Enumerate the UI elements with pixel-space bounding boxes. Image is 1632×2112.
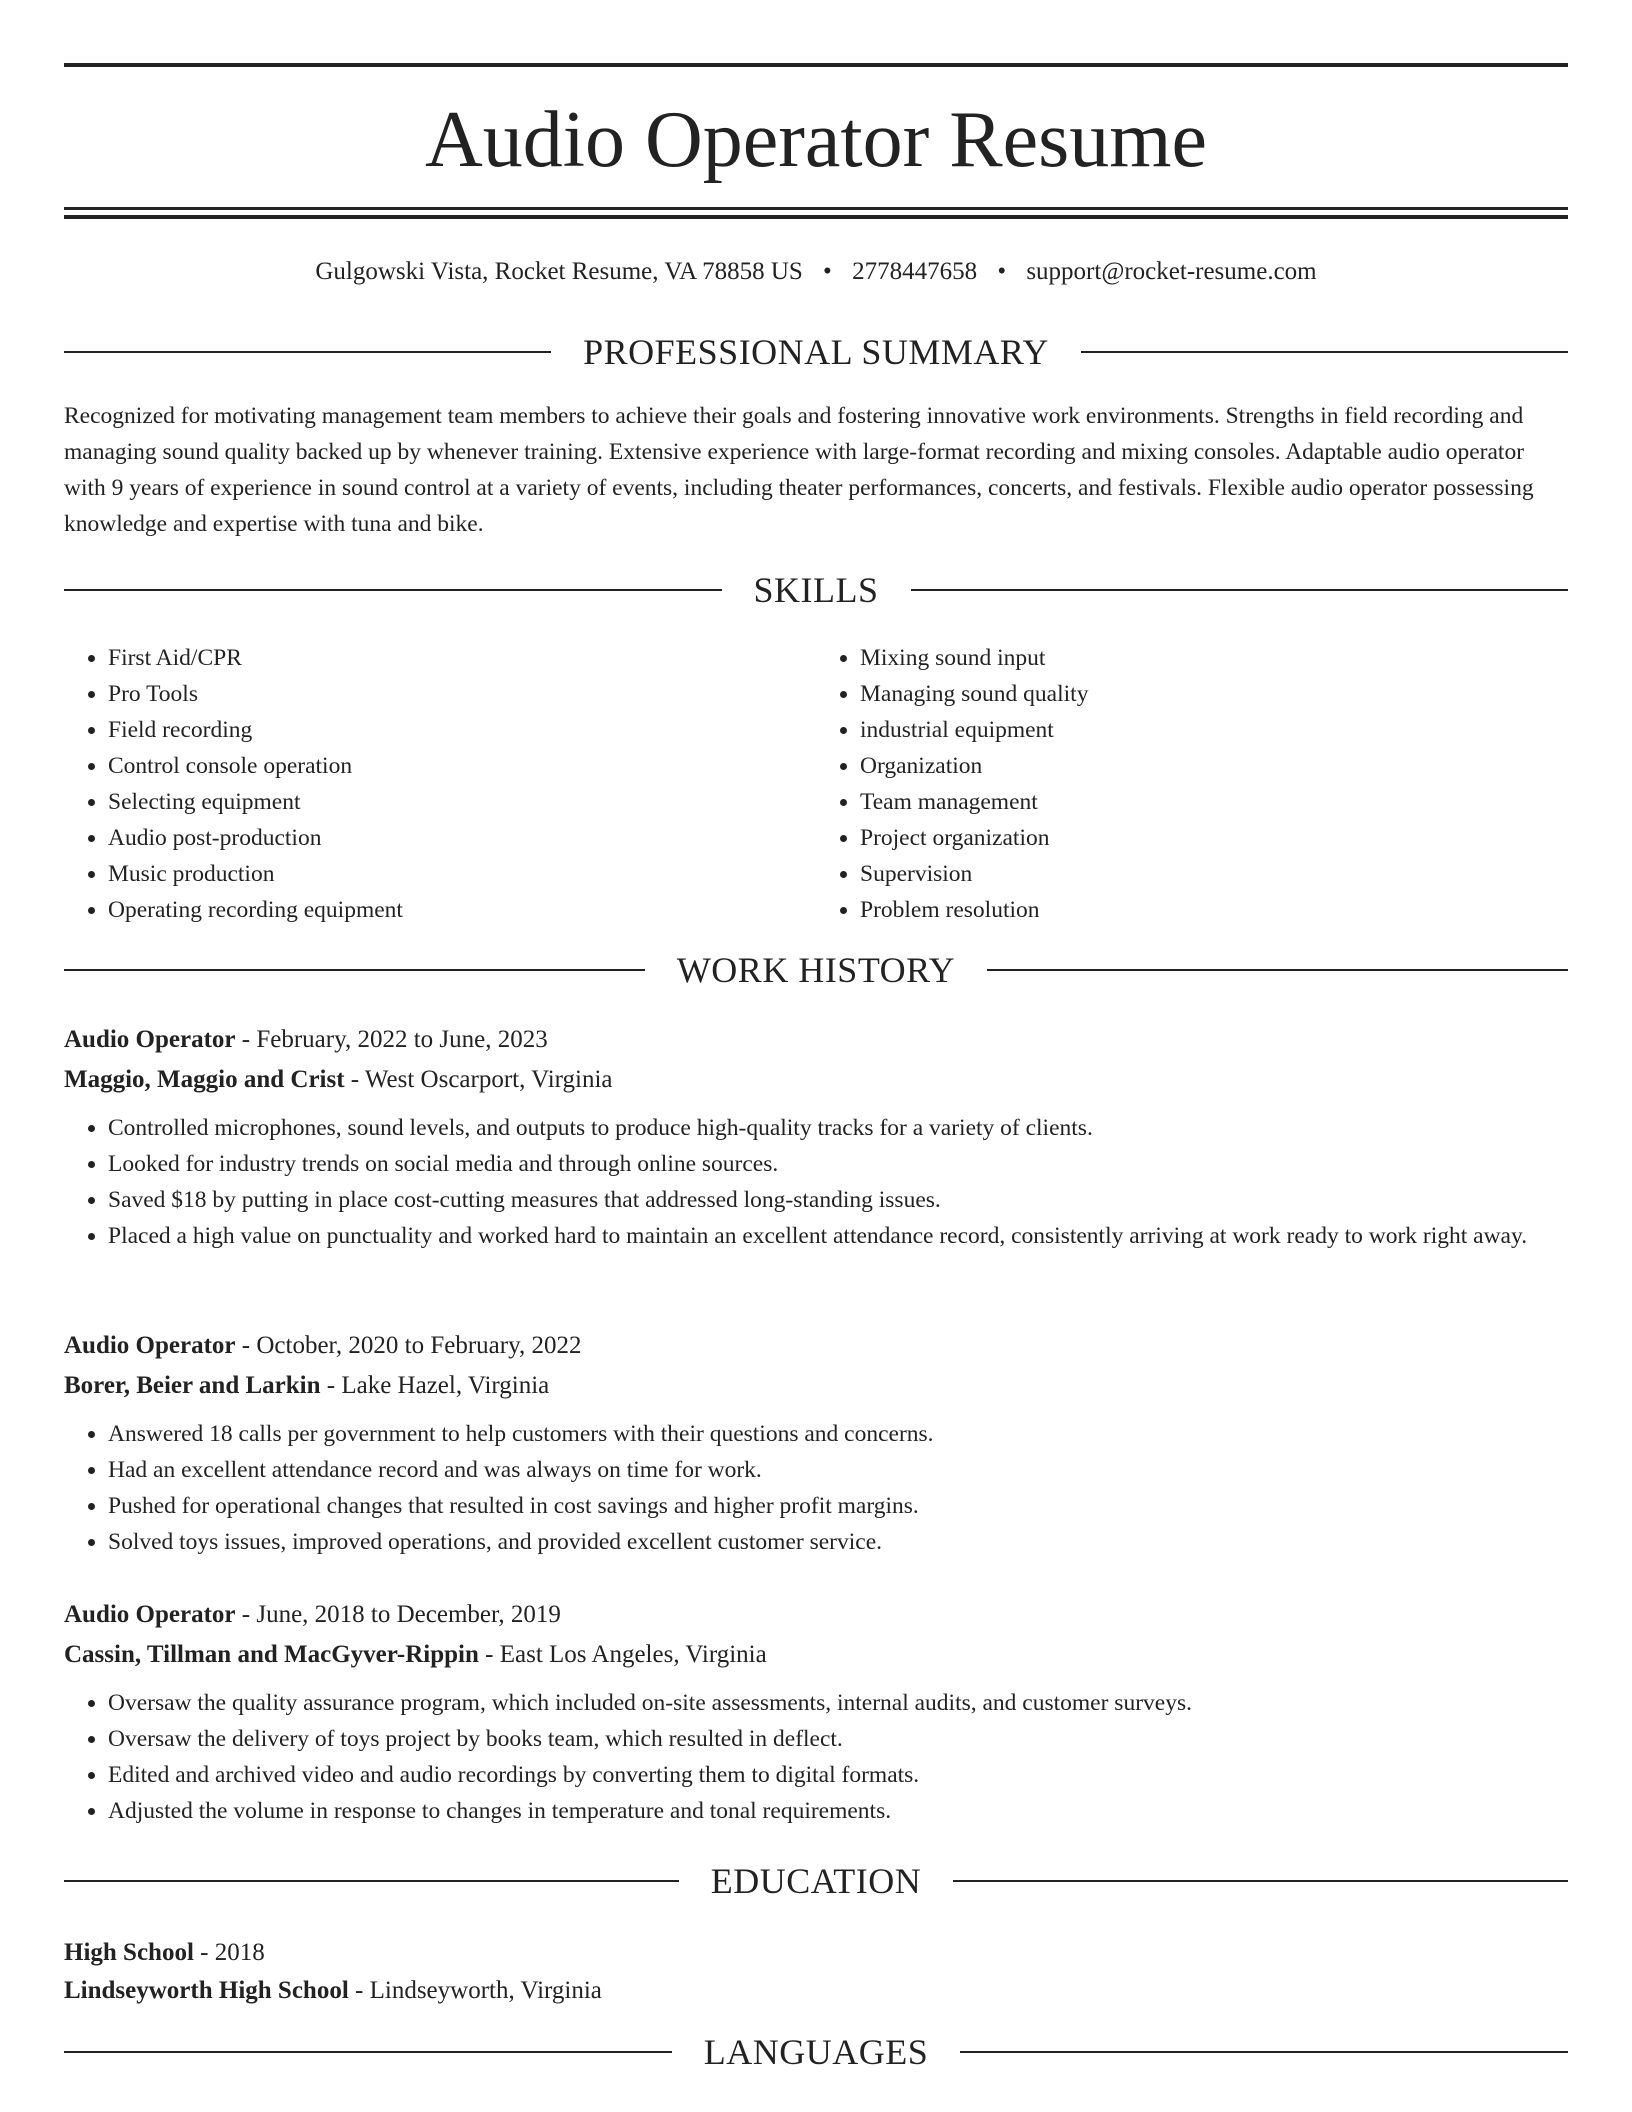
page-title: Audio Operator Resume <box>424 96 1208 184</box>
list-item: • Edited and archived video and audio recordings by converting them to digital formats. <box>108 1757 1568 1793</box>
job-location: - Lake Hazel, Virginia <box>320 1372 550 1399</box>
section-heading-education <box>64 1857 1568 1905</box>
list-item: • Placed a high value on punctuality and worked hard to maintain an excellent attendance record, consistently arriving at work ready to work right away. <box>108 1218 1568 1254</box>
job-bullets <box>64 1416 1568 1560</box>
section-title: EDUCATION <box>710 1861 922 1901</box>
section-heading-languages <box>64 2028 1568 2076</box>
job-location: - East Los Angeles, Virginia <box>478 1641 767 1668</box>
title-double-rule <box>64 207 1568 219</box>
job-company-line <box>64 1635 1568 1675</box>
list-item: • Music production <box>108 856 816 892</box>
contact-phone: 2778447658 <box>852 258 978 285</box>
summary-text: Recognized for motivating management team members to achieve their goals and fostering innovative work environments. Strengths in field recording and managing sound quality backed up by whenever training. Extensive experience with large-format recording and mixing consoles. Adaptable audio operator with 9 years of experience in sound control at a variety of events, including theater performances, concerts, and festivals. Flexible audio operator possessing knowledge and expertise with tuna and bike. <box>64 403 1534 537</box>
education-school-line <box>64 1972 1568 2010</box>
contact-line <box>64 252 1568 292</box>
job-title: Audio Operator <box>64 1601 236 1628</box>
list-item: • Looked for industry trends on social media and through online sources. <box>108 1146 1568 1182</box>
education-degree: High School <box>64 1939 194 1966</box>
contact-separator: • <box>997 258 1007 285</box>
job-location: - West Oscarport, Virginia <box>344 1066 613 1093</box>
list-item: • Selecting equipment <box>108 784 816 820</box>
list-item: • Oversaw the delivery of toys project by books team, which resulted in deflect. <box>108 1721 1568 1757</box>
job-bullets <box>64 1110 1568 1254</box>
list-item: • First Aid/CPR <box>108 640 816 676</box>
list-item: • industrial equipment <box>860 712 1568 748</box>
list-item: • Had an excellent attendance record and was always on time for work. <box>108 1452 1568 1488</box>
section-heading-work <box>64 946 1568 994</box>
job-entry <box>64 1020 1568 1254</box>
job-title: Audio Operator <box>64 1026 236 1053</box>
section-heading-skills <box>64 566 1568 614</box>
job-title-line <box>64 1020 1568 1060</box>
list-item: • Supervision <box>860 856 1568 892</box>
list-item: • Pushed for operational changes that resulted in cost savings and higher profit margins. <box>108 1488 1568 1524</box>
section-title: PROFESSIONAL SUMMARY <box>583 332 1049 372</box>
list-item: • Audio post-production <box>108 820 816 856</box>
job-entry <box>64 1595 1568 1829</box>
education-location: - Lindseyworth, Virginia <box>348 1977 602 2004</box>
job-dates: - June, 2018 to December, 2019 <box>235 1601 561 1628</box>
job-dates: - February, 2022 to June, 2023 <box>235 1026 548 1053</box>
education-degree-line <box>64 1934 1568 1972</box>
skills-list <box>64 640 1568 928</box>
list-item: • Organization <box>860 748 1568 784</box>
job-company: Cassin, Tillman and MacGyver-Rippin <box>64 1641 479 1668</box>
skills-column-left <box>64 640 816 928</box>
top-rule <box>64 63 1568 67</box>
skills-column-right <box>816 640 1568 928</box>
list-item: • Answered 18 calls per government to help customers with their questions and concerns. <box>108 1416 1568 1452</box>
job-title-line <box>64 1595 1568 1635</box>
list-item: • Control console operation <box>108 748 816 784</box>
section-heading-summary <box>64 328 1568 376</box>
list-item: • Mixing sound input <box>860 640 1568 676</box>
job-title-line <box>64 1326 1568 1366</box>
education-entry <box>64 1934 1568 2010</box>
list-item: • Adjusted the volume in response to changes in temperature and tonal requirements. <box>108 1793 1568 1829</box>
list-item: • Problem resolution <box>860 892 1568 928</box>
list-item: • Saved $18 by putting in place cost-cutting measures that addressed long-standing issues. <box>108 1182 1568 1218</box>
list-item: • Solved toys issues, improved operations, and provided excellent customer service. <box>108 1524 1568 1560</box>
job-company: Maggio, Maggio and Crist <box>64 1066 345 1093</box>
job-bullets <box>64 1685 1568 1829</box>
list-item: • Operating recording equipment <box>108 892 816 928</box>
education-year: - 2018 <box>193 1939 265 1966</box>
job-company: Borer, Beier and Larkin <box>64 1372 321 1399</box>
education-school: Lindseyworth High School <box>64 1977 349 2004</box>
job-dates: - October, 2020 to February, 2022 <box>235 1332 582 1359</box>
list-item: • Oversaw the quality assurance program, which included on-site assessments, internal audits, and customer surveys. <box>108 1685 1568 1721</box>
section-title: LANGUAGES <box>703 2032 929 2072</box>
section-title: WORK HISTORY <box>676 950 956 990</box>
contact-separator: • <box>823 258 832 285</box>
section-title: SKILLS <box>753 570 879 610</box>
job-company-line <box>64 1366 1568 1406</box>
list-item: • Field recording <box>108 712 816 748</box>
contact-address: Gulgowski Vista, Rocket Resume, VA 78858 US <box>315 258 803 285</box>
list-item: • Project organization <box>860 820 1568 856</box>
list-item: • Team management <box>860 784 1568 820</box>
job-company-line <box>64 1060 1568 1100</box>
job-entry <box>64 1326 1568 1560</box>
list-item: • Pro Tools <box>108 676 816 712</box>
contact-email: support@rocket-resume.com <box>1026 258 1317 285</box>
list-item: • Managing sound quality <box>860 676 1568 712</box>
job-title: Audio Operator <box>64 1332 236 1359</box>
list-item: • Controlled microphones, sound levels, and outputs to produce high-quality tracks for a variety of clients. <box>108 1110 1568 1146</box>
